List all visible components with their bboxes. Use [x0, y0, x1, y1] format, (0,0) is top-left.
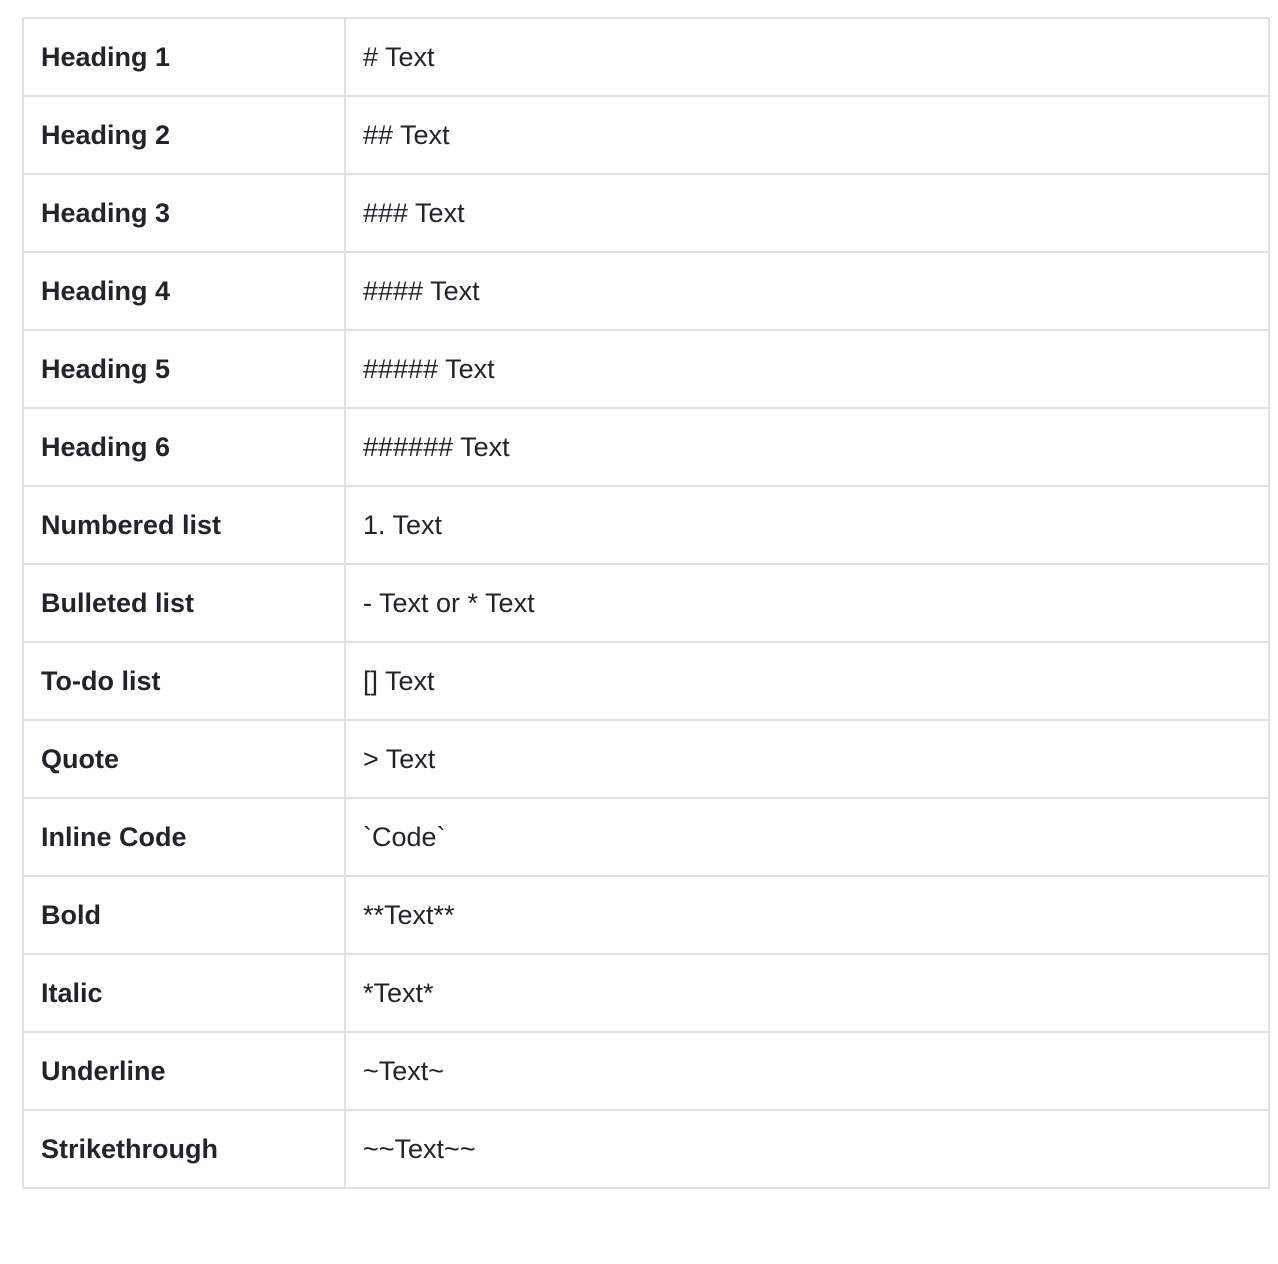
format-syntax: ~~Text~~: [345, 1110, 1269, 1188]
table-row: [23, 252, 1269, 330]
format-syntax: `Code`: [345, 798, 1269, 876]
format-name: Numbered list: [23, 486, 345, 564]
format-syntax: # Text: [345, 18, 1269, 96]
format-syntax: ### Text: [345, 174, 1269, 252]
format-syntax: - Text or * Text: [345, 564, 1269, 642]
format-name: Inline Code: [23, 798, 345, 876]
format-name: Heading 4: [23, 252, 345, 330]
format-syntax: ~Text~: [345, 1032, 1269, 1110]
format-name: Heading 1: [23, 18, 345, 96]
table-row: [23, 642, 1269, 720]
format-syntax: *Text*: [345, 954, 1269, 1032]
table-row: [23, 1032, 1269, 1110]
table-row: [23, 720, 1269, 798]
format-syntax: ## Text: [345, 96, 1269, 174]
format-syntax: #### Text: [345, 252, 1269, 330]
format-syntax: > Text: [345, 720, 1269, 798]
table-row: [23, 798, 1269, 876]
format-name: Heading 5: [23, 330, 345, 408]
format-name: Bulleted list: [23, 564, 345, 642]
format-name: Quote: [23, 720, 345, 798]
format-name: Bold: [23, 876, 345, 954]
table-row: [23, 96, 1269, 174]
format-name: Underline: [23, 1032, 345, 1110]
format-name: Heading 2: [23, 96, 345, 174]
format-syntax: [] Text: [345, 642, 1269, 720]
table-row: [23, 18, 1269, 96]
table-row: [23, 486, 1269, 564]
format-name: Heading 6: [23, 408, 345, 486]
format-name: Italic: [23, 954, 345, 1032]
table-row: [23, 330, 1269, 408]
format-syntax: 1. Text: [345, 486, 1269, 564]
markdown-shortcuts-table: [22, 17, 1270, 1189]
format-syntax: **Text**: [345, 876, 1269, 954]
format-syntax: ###### Text: [345, 408, 1269, 486]
table-body: [23, 18, 1269, 1188]
table-row: [23, 564, 1269, 642]
table-row: [23, 876, 1269, 954]
format-syntax: ##### Text: [345, 330, 1269, 408]
format-name: To-do list: [23, 642, 345, 720]
table-row: [23, 1110, 1269, 1188]
format-name: Heading 3: [23, 174, 345, 252]
table-row: [23, 954, 1269, 1032]
table-row: [23, 408, 1269, 486]
table-row: [23, 174, 1269, 252]
format-name: Strikethrough: [23, 1110, 345, 1188]
